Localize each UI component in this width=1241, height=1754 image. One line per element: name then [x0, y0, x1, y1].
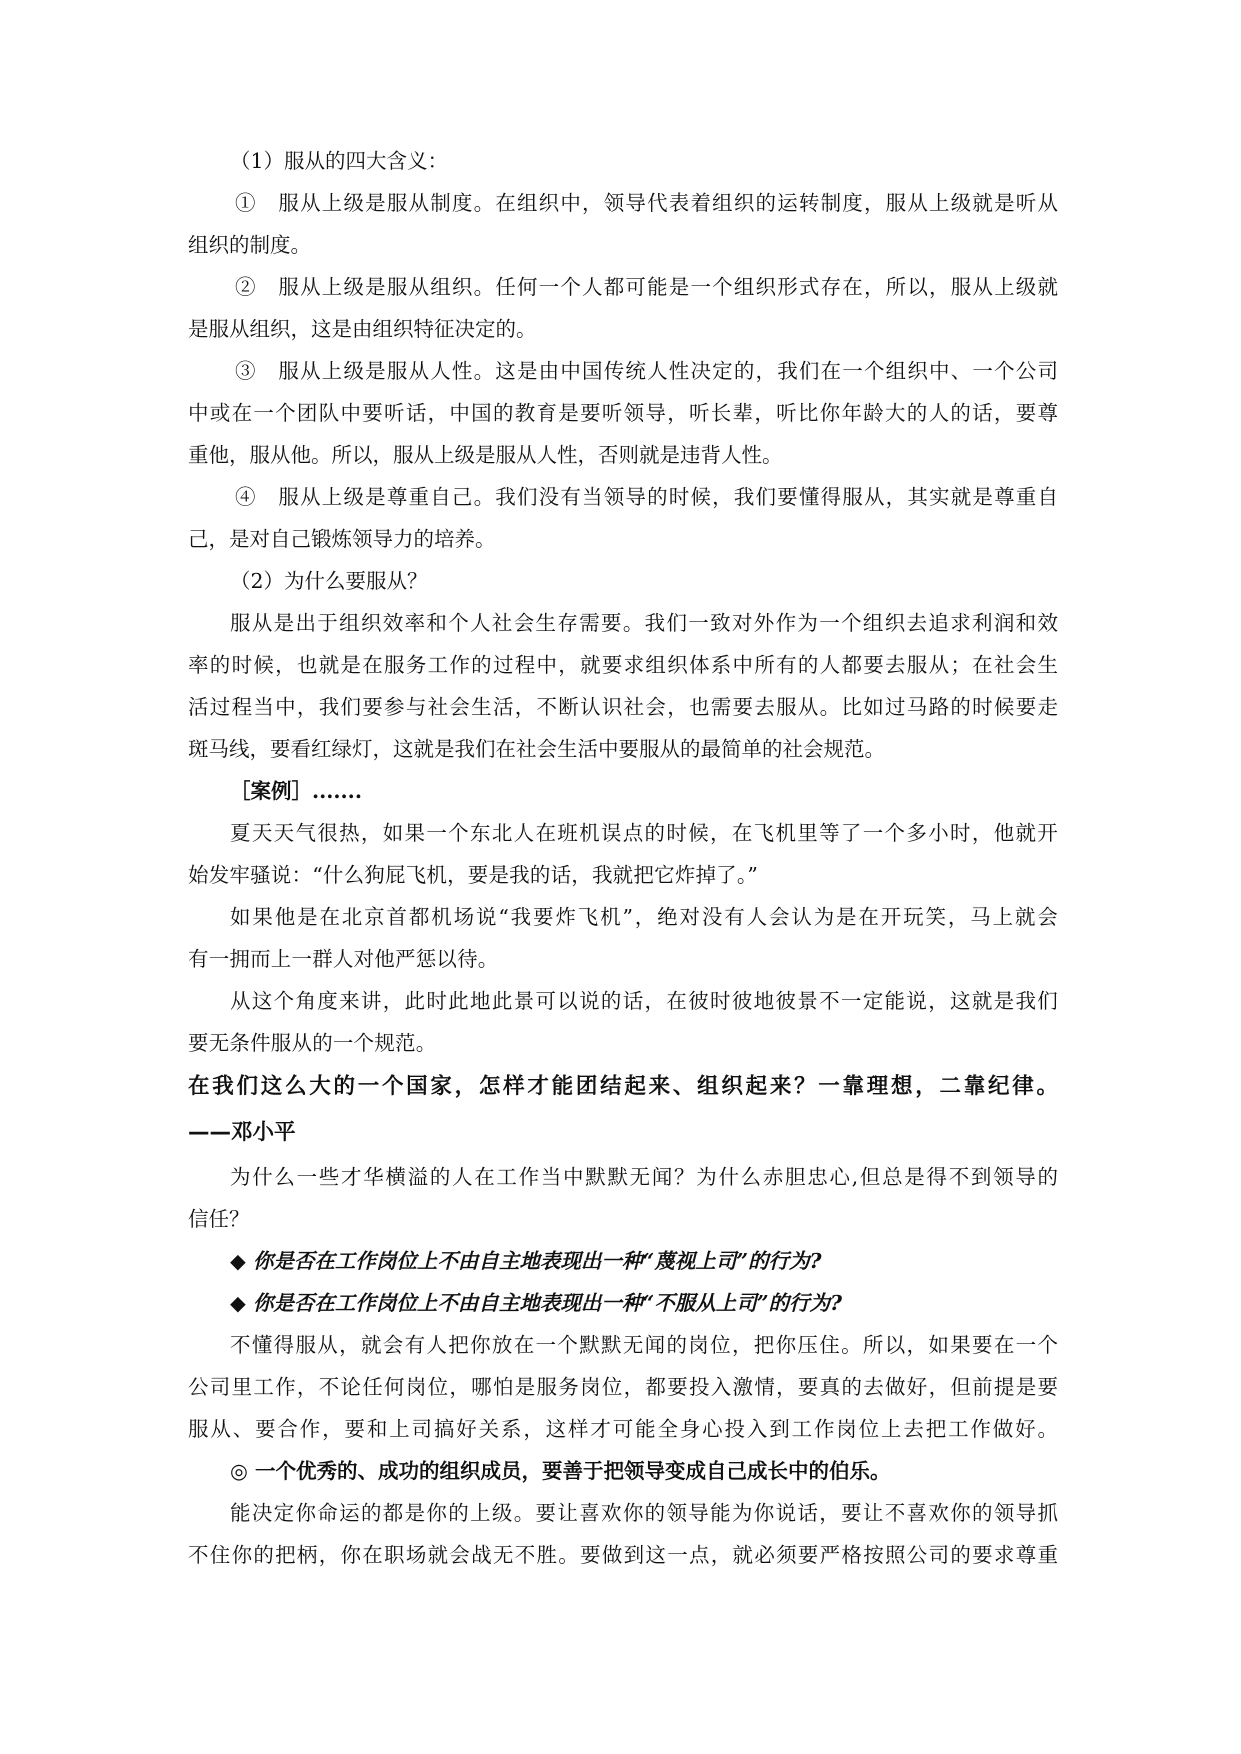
bullet-question: ◆ 你是否在工作岗位上不由自主地表现出一种“蔑视上司”的行为? [230, 1249, 822, 1273]
quote-author: ——邓小平 [188, 1120, 296, 1145]
document-page [188, 140, 1058, 1576]
case-line: 始发牢骚说：“什么狗屁飞机，要是我的话，我就把它炸掉了。” [188, 863, 759, 887]
paragraph-line: ③ 服从上级是服从人性。这是由中国传统人性决定的，我们在一个组织中、一个公司 [235, 359, 1058, 383]
case-label: ［案例］....... [230, 779, 362, 803]
case-line: 夏天天气很热，如果一个东北人在班机误点的时候，在飞机里等了一个多小时，他就开 [230, 821, 1058, 845]
paragraph-line: ② 服从上级是服从组织。任何一个人都可能是一个组织形式存在，所以，服从上级就 [235, 275, 1058, 299]
paragraph-line: 率的时候，也就是在服务工作的过程中，就要求组织体系中所有的人都要去服从；在社会生 [188, 653, 1058, 677]
case-line: 从这个角度来讲，此时此地此景可以说的话，在彼时彼地彼景不一定能说，这就是我们 [230, 989, 1058, 1013]
paragraph-line: 能决定你命运的都是你的上级。要让喜欢你的领导能为你说话，要让不喜欢你的领导抓 [230, 1501, 1058, 1525]
paragraph-line: ① 服从上级是服从制度。在组织中，领导代表着组织的运转制度，服从上级就是听从 [235, 191, 1058, 215]
paragraph-line: 是服从组织，这是由组织特征决定的。 [188, 317, 537, 341]
quote-line: 在我们这么大的一个国家，怎样才能团结起来、组织起来？一靠理想，二靠纪律。 [188, 1074, 1058, 1099]
paragraph-line: 服从是出于组织效率和个人社会生存需要。我们一致对外作为一个组织去追求利润和效 [230, 611, 1058, 635]
paragraph-line: 己，是对自己锻炼领导力的培养。 [188, 527, 496, 551]
case-line: 要无条件服从的一个规范。 [188, 1031, 437, 1055]
case-line: 如果他是在北京首都机场说“我要炸飞机”，绝对没有人会认为是在开玩笑，马上就会 [230, 905, 1058, 929]
paragraph-line: 斑马线，要看红绿灯，这就是我们在社会生活中要服从的最简单的社会规范。 [188, 737, 885, 761]
paragraph-line: ④ 服从上级是尊重自己。我们没有当领导的时候，我们要懂得服从，其实就是尊重自 [235, 485, 1058, 509]
heading-four-meanings: （1）服从的四大含义： [230, 149, 449, 173]
paragraph-line: 不住你的把柄，你在职场就会战无不胜。要做到这一点，就必须要严格按照公司的要求尊重 [188, 1543, 1058, 1567]
paragraph-line: 重他，服从他。所以，服从上级是服从人性，否则就是违背人性。 [188, 443, 783, 467]
bullet-question: ◆ 你是否在工作岗位上不由自主地表现出一种“不服从上司”的行为? [230, 1291, 842, 1315]
paragraph-line: 中或在一个团队中要听话，中国的教育是要听领导，听长辈，听比你年龄大的人的话，要尊 [188, 401, 1058, 425]
paragraph-line: 服从、要合作，要和上司搞好关系，这样才可能全身心投入到工作岗位上去把工作做好。 [188, 1417, 1058, 1441]
paragraph-line: 为什么一些才华横溢的人在工作当中默默无闻？为什么赤胆忠心,但总是得不到领导的 [230, 1165, 1058, 1189]
paragraph-line: 公司里工作，不论任何岗位，哪怕是服务岗位，都要投入激情，要真的去做好，但前提是要 [188, 1375, 1058, 1399]
paragraph-line: 不懂得服从，就会有人把你放在一个默默无闻的岗位，把你压住。所以，如果要在一个 [230, 1333, 1058, 1357]
paragraph-line: 信任？ [188, 1207, 250, 1231]
highlight-statement: ◎ 一个优秀的、成功的组织成员，要善于把领导变成自己成长中的伯乐。 [230, 1459, 891, 1483]
paragraph-line: 组织的制度。 [188, 233, 311, 257]
paragraph-line: 活过程当中，我们要参与社会生活，不断认识社会，也需要去服从。比如过马路的时候要走 [188, 695, 1058, 719]
case-line: 有一拥而上一群人对他严惩以待。 [188, 947, 499, 971]
heading-why-obey: （2）为什么要服从？ [230, 569, 428, 593]
